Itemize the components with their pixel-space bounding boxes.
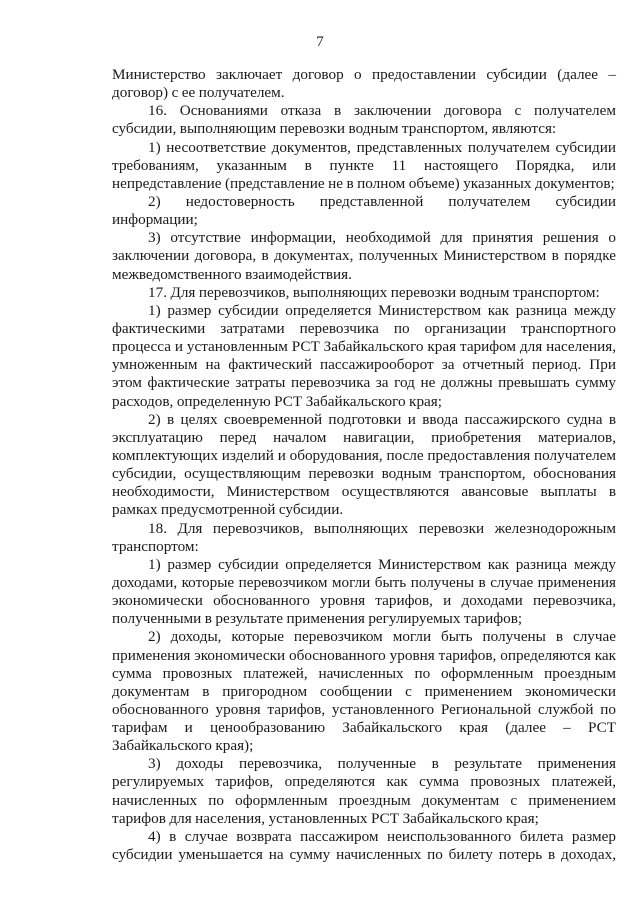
text-line: тарифов для населения, установленных РСТ Забайкальского края; [112,809,539,827]
text-line: сумма провозных платежей, начисленных по оформленным проездным [112,664,616,682]
text-line: комплектующих изделий и оборудования, после предоставления получателем [112,446,616,464]
text-line: 3) отсутствие информации, необходимой для принятия решения о [148,229,616,247]
text-line: требованиям, указанным в пункте 11 настоящего Порядка, или [112,156,616,174]
document-body [112,66,616,864]
text-line: межведомственного взаимодействия. [112,265,352,283]
text-line: Министерство заключает договор о предоставлении субсидии (далее – [112,66,616,83]
text-line: 1) размер субсидии определяется Министерством как разница между [148,301,616,319]
text-line: 2) недостоверность представленной получателем субсидии [148,192,616,210]
text-line: 18. Для перевозчиков, выполняющих перевозки железнодорожным [148,519,616,537]
text-line: субсидии уменьшается на сумму начисленных по билету потерь в доходах, [112,846,616,864]
text-line: 17. Для перевозчиков, выполняющих перевозки водным транспортом: [148,283,600,301]
text-line: заключении договора, в документах, полученных Министерством в порядке [112,247,616,265]
text-line: 16. Основаниями отказа в заключении договора с получателем [148,102,616,120]
text-line: экономически обоснованного уровня тарифов, и доходами перевозчика, [112,592,616,610]
text-line: непредставление (представление не в полном объеме) указанных документов; [112,174,615,192]
text-line: необходимости, Министерством осуществляются авансовые выплаты в [112,483,616,501]
text-line: 2) в целях своевременной подготовки и ввода пассажирского судна в [148,410,616,428]
text-line: субсидии, осуществляющим перевозки водным транспортом, обоснования [112,465,616,483]
text-line: информации; [112,211,198,229]
text-line: применения экономически обоснованного уровня тарифов, определяются как [112,646,616,664]
text-line: 3) доходы перевозчика, полученные в результате применения [148,755,616,773]
text-line: расходов, определенную РСТ Забайкальского края; [112,392,442,410]
text-line: эксплуатацию перед началом навигации, приобретения материалов, [112,428,616,446]
text-line: договор) с ее получателем. [112,84,285,102]
text-line: Забайкальского края); [112,737,254,755]
text-line: доходами, которые перевозчиком могли быть получены в случае применения [112,573,616,591]
text-line: начисленных по оформленным проездным документам с применением [112,791,616,809]
text-line: тарифам и ценообразованию Забайкальского края (далее – РСТ [112,719,616,737]
text-line: полученными в результате применения регулируемых тарифов; [112,610,523,628]
page-number: 7 [316,34,324,50]
text-line: фактическими затратами перевозчика по организации транспортного [112,319,616,337]
text-line: документам в пригородном сообщении с применением экономически [112,682,616,700]
text-line: обоснованного уровня тарифов, установленного Региональной службой по [112,700,616,718]
text-line: рамках предусмотренной субсидии. [112,501,344,519]
text-line: субсидии, выполняющим перевозки водным транспортом, являются: [112,120,557,138]
text-line: 4) в случае возврата пассажиром неиспользованного билета размер [148,827,616,845]
text-line: этом фактические затраты перевозчика за год не должны превышать сумму [112,374,616,392]
text-line: транспортом: [112,537,199,555]
text-line: 1) несоответствие документов, представленных получателем субсидии [148,138,616,156]
text-line: 1) размер субсидии определяется Министерством как разница между [148,555,616,573]
text-line: регулируемых тарифов, определяются как сумма провозных платежей, [112,773,616,791]
text-line: процесса и установленным РСТ Забайкальского края тарифом для населения, [112,338,616,356]
text-line: 2) доходы, которые перевозчиком могли быть получены в случае [148,628,616,646]
text-line: умноженным на фактический пассажирооборот за отчетный период. При [112,356,616,374]
